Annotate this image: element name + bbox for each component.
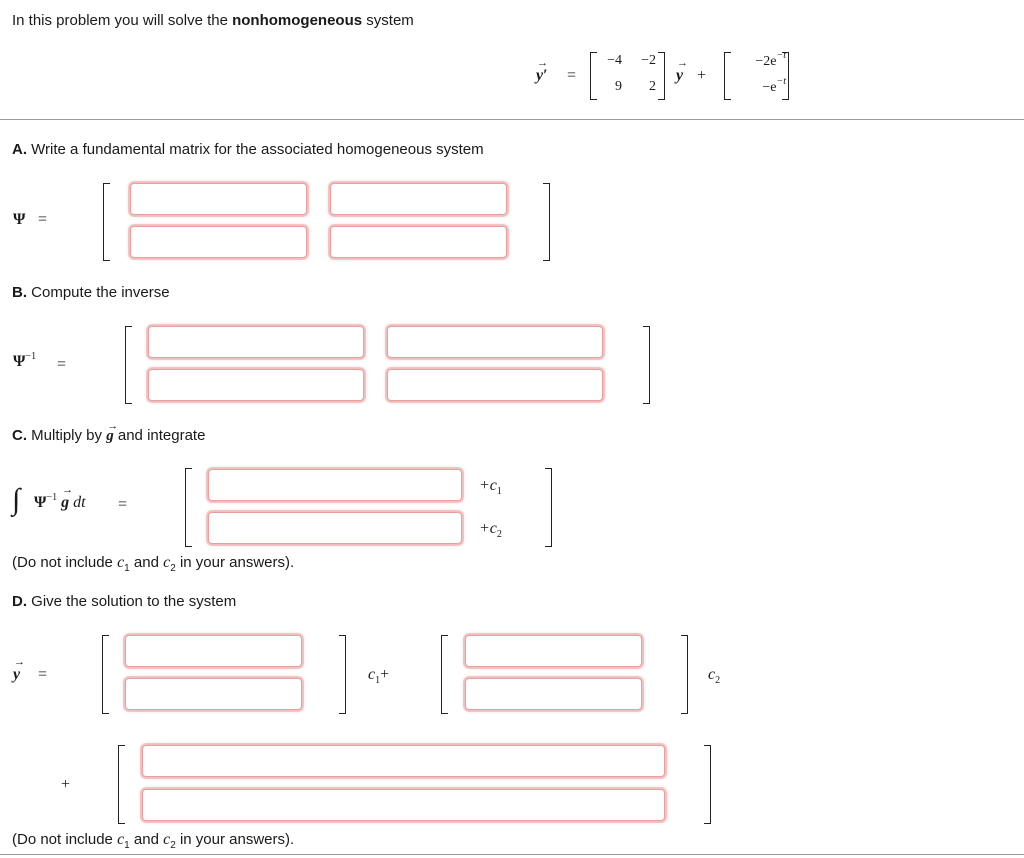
psi-left-bracket (103, 183, 110, 261)
vector2-right-bracket (681, 635, 688, 714)
vector2-r2-input[interactable] (465, 678, 642, 710)
plus-c2: $+c_2$ (479, 520, 502, 540)
y-solution-symbol: → y (13, 666, 20, 684)
system-plus: + (697, 67, 707, 84)
matrix-a11: −4 (607, 53, 622, 68)
psi-inverse-r2c1-input[interactable] (148, 369, 364, 401)
psi-r2c1-input[interactable] (130, 226, 307, 258)
psi-inverse-symbol: $\Psi^{-1}$ (13, 351, 37, 370)
particular-left-bracket (118, 745, 125, 824)
part-d-heading: D. Give the solution to the system (12, 593, 237, 610)
integral-r1-input[interactable] (208, 469, 462, 501)
intro-prefix: In this problem you will solve the (12, 12, 233, 29)
psi-inverse-r1c1-input[interactable] (148, 326, 364, 358)
y-vector-rhs: → y (676, 67, 683, 85)
plus-c1: $+c_1$ (479, 477, 502, 497)
section-divider (0, 119, 1024, 120)
system-lhs (536, 67, 548, 85)
part-a-heading: A. Write a fundamental matrix for the associated homogeneous system (12, 141, 484, 158)
psi-right-bracket (543, 183, 550, 261)
vector2-r1-input[interactable] (465, 635, 642, 667)
part-b-equals: = (57, 356, 67, 373)
coef-matrix-right-bracket (658, 52, 665, 100)
vector1-right-bracket (339, 635, 346, 714)
vector1-r2-input[interactable] (125, 678, 302, 710)
forcing-bottom: $-e^{-t}$ (762, 76, 786, 95)
particular-right-bracket (704, 745, 711, 824)
c2-coefficient: $c_2$ (708, 666, 721, 686)
intro-emphasis: nonhomogeneous (232, 12, 363, 29)
intro-suffix: system (362, 12, 414, 29)
part-c-note: (Do not include $c_1$ and $c_2$ in your answers). (12, 554, 295, 574)
intro-text (12, 12, 414, 30)
vector1-r1-input[interactable] (125, 635, 302, 667)
psi-symbol: Ψ (13, 211, 26, 228)
psi-inverse-right-bracket (643, 326, 650, 404)
integral-right-bracket (545, 468, 552, 547)
integral-left-bracket (185, 468, 192, 547)
part-c-equals: = (118, 496, 128, 513)
particular-plus: + (61, 776, 71, 793)
vector1-left-bracket (102, 635, 109, 714)
particular-r2-input[interactable] (142, 789, 665, 821)
particular-r1-input[interactable] (142, 745, 665, 777)
integrand: $\Psi^{-1} \to g$ dt (34, 494, 86, 512)
matrix-a21: 9 (615, 79, 622, 94)
psi-inverse-left-bracket (125, 326, 132, 404)
system-equals: = (567, 67, 577, 84)
psi-r2c2-input[interactable] (330, 226, 507, 258)
psi-r1c1-input[interactable] (130, 183, 307, 215)
vector2-left-bracket (441, 635, 448, 714)
y-vector: → y (536, 67, 543, 85)
bottom-divider (0, 854, 1024, 855)
psi-inverse-r2c2-input[interactable] (387, 369, 603, 401)
forcing-right-bracket (782, 52, 789, 100)
c1-plus: $c_1+$ (368, 666, 390, 686)
psi-inverse-r1c2-input[interactable] (387, 326, 603, 358)
part-a-equals: = (38, 211, 48, 228)
part-d-note: (Do not include $c_1$ and $c_2$ in your answers). (12, 831, 295, 851)
integral-sign: ∫ (12, 483, 21, 516)
matrix-a12: −2 (641, 53, 656, 68)
part-d-equals: = (38, 666, 48, 683)
g-vector: → g (106, 427, 114, 445)
integral-r2-input[interactable] (208, 512, 462, 544)
matrix-a22: 2 (649, 79, 656, 94)
prime-mark: ′ (543, 67, 548, 84)
psi-r1c2-input[interactable] (330, 183, 507, 215)
forcing-top: $-2e^{-t}$ (755, 50, 786, 69)
part-b-heading: B. Compute the inverse (12, 284, 170, 301)
part-c-heading: C. Multiply by → g and integrate (12, 427, 205, 445)
